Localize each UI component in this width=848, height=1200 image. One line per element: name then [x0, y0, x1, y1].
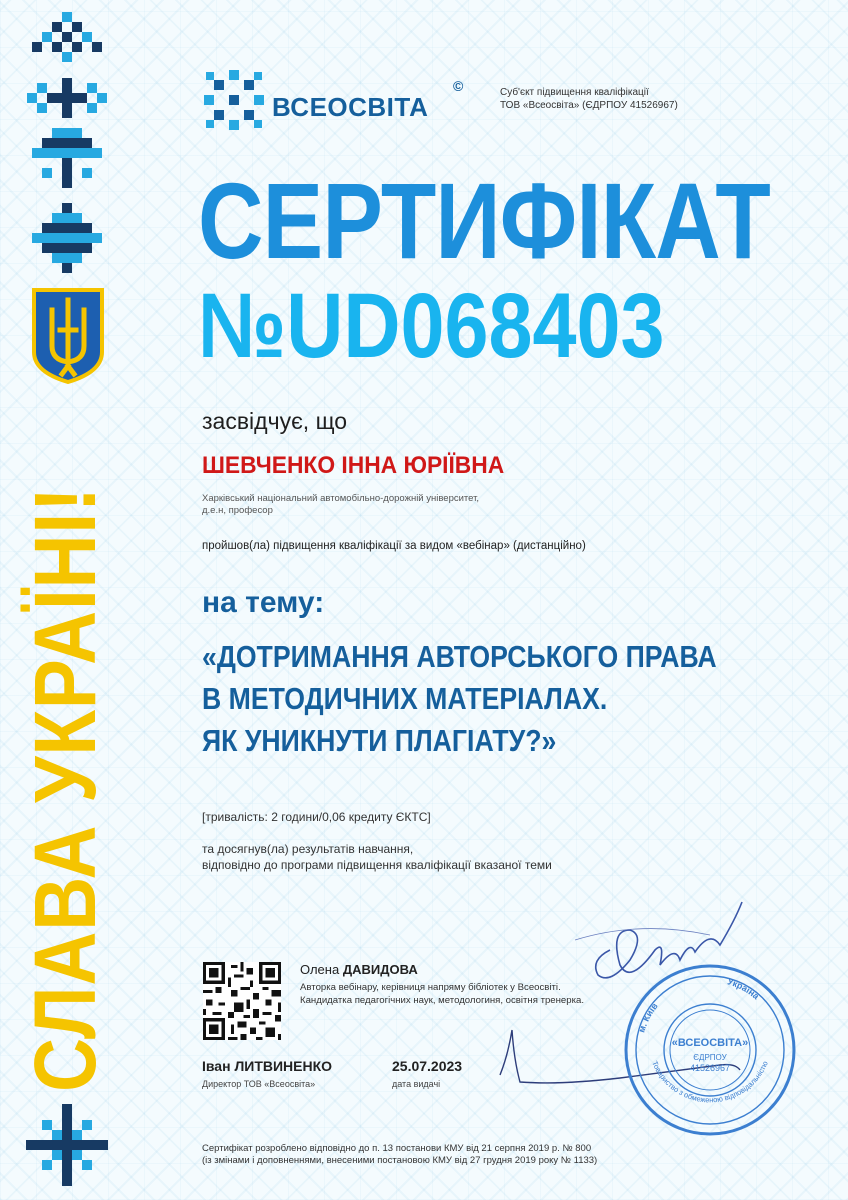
duration-info: [тривалість: 2 години/0,06 кредиту ЄКТС]: [202, 810, 431, 824]
embroidery-ornament-bottom-icon: [22, 1100, 112, 1190]
topic-line-2: В МЕТОДИЧНИХ МАТЕРІАЛАХ.: [202, 681, 608, 716]
footer-line-2: (із змінами і доповненнями, внесеними постановою КМУ від 27 грудня 2019 року № 1133): [202, 1155, 598, 1166]
issuer-line-2: ТОВ «Всеосвіта» (ЄДРПОУ 41526967): [500, 100, 678, 111]
trident-coat-of-arms-icon: [30, 286, 106, 384]
logo-wordmark: ВСЕОСВІТА: [272, 92, 429, 122]
stamp-ring-text: Товариство з обмеженою відповідальністю: [650, 1059, 770, 1105]
stamp-center-name: «ВСЕОСВІТА»: [671, 1037, 749, 1049]
author-first-name: Олена: [300, 962, 340, 977]
qr-code-icon[interactable]: [203, 962, 281, 1040]
embroidery-ornament-icon: [22, 8, 112, 278]
topic-line-3: ЯК УНИКНУТИ ПЛАГІАТУ?»: [202, 723, 557, 758]
learning-outcomes: [202, 841, 552, 873]
slogan-vertical: СЛАВА УКРАЇНІ!: [17, 486, 114, 1093]
recipient-name: ШЕВЧЕНКО ІННА ЮРІЇВНА: [202, 452, 505, 479]
achieved-line-2: відповідно до програми підвищення кваліфікації вказаної теми: [202, 858, 552, 872]
affiliation-line-1: Харківський національний автомобільно-дорожній університет,: [202, 493, 480, 504]
author-name: [300, 962, 418, 977]
topic-label: на тему:: [202, 586, 325, 619]
stamp-code: 41526967: [689, 1063, 731, 1073]
director-name: Іван ЛИТВИНЕНКО: [202, 1058, 333, 1074]
certificate-number: №UD068403: [198, 275, 665, 377]
achieved-line-1: та досягнув(ла) результатів навчання,: [202, 842, 414, 856]
certifies-text: засвідчує, що: [202, 408, 348, 434]
director-title: Директор ТОВ «Всеосвіта»: [202, 1079, 316, 1089]
official-stamp-icon: [620, 960, 800, 1140]
stamp-country: Україна: [726, 976, 762, 1002]
issue-date-label: дата видачі: [392, 1079, 441, 1089]
author-last-name: ДАВИДОВА: [342, 962, 418, 977]
author-desc-line-1: Авторка вебінару, керівниця напряму бібліотек у Всеосвіті.: [300, 982, 561, 993]
issuer-info: [500, 86, 720, 112]
snowflake-logo-icon: [200, 66, 268, 134]
stamp-code-prefix: ЄДРПОУ: [693, 1053, 727, 1062]
affiliation-line-2: д.е.н, професор: [202, 505, 273, 516]
recipient-affiliation: [202, 493, 622, 517]
completion-statement: пройшов(ла) підвищення кваліфікації за видом «вебінар» (дистанційно): [202, 540, 586, 552]
topic-line-1: «ДОТРИМАННЯ АВТОРСЬКОГО ПРАВА: [202, 639, 717, 674]
issuer-line-1: Суб'єкт підвищення кваліфікації: [500, 87, 649, 98]
topic-title: [202, 636, 717, 762]
copyright-mark: ©: [453, 78, 464, 94]
certificate-title: СЕРТИФІКАТ: [198, 160, 770, 281]
issue-date: 25.07.2023: [392, 1058, 463, 1074]
stamp-city: м. Київ: [636, 1000, 660, 1034]
legal-footer: [202, 1143, 597, 1167]
author-desc-line-2: Кандидатка педагогічних наук, методологиня, освітня тренерка.: [300, 995, 585, 1006]
footer-line-1: Сертифікат розроблено відповідно до п. 13 постанови КМУ від 21 серпня 2019 р. № 800: [202, 1143, 592, 1154]
